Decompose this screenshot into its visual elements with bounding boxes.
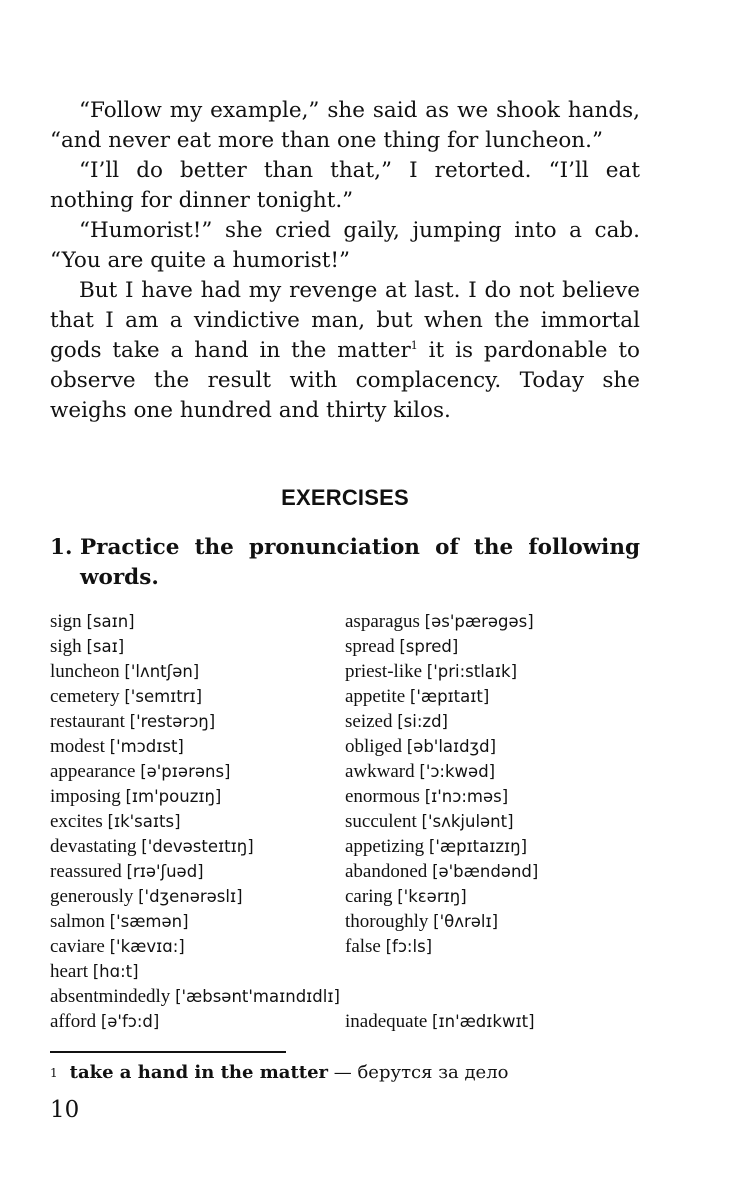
word-list [50, 609, 640, 1034]
word-entry [50, 659, 199, 684]
footnote-reference[interactable]: 1 [410, 338, 418, 352]
word-entry [345, 684, 489, 709]
word-entry [345, 734, 496, 759]
word-entry [50, 984, 340, 1009]
footnote-dash: — [328, 1062, 358, 1083]
word-entry [345, 909, 498, 934]
word: priest-like [345, 661, 423, 682]
transcription: [ə'pɪərəns] [140, 762, 231, 781]
word-entry [345, 884, 467, 909]
word-row [50, 734, 640, 759]
transcription: [ɪm'pouzɪŋ] [125, 787, 222, 806]
book-page [50, 96, 640, 1123]
transcription: ['semɪtrɪ] [124, 687, 203, 706]
word: absentmindedly [50, 986, 171, 1007]
word: luncheon [50, 661, 120, 682]
word: asparagus [345, 611, 420, 632]
transcription: [ə'bændənd] [432, 862, 539, 881]
word-entry [50, 884, 243, 909]
paragraph-text: it is pardonable to observe the result with complacency. Today she weighs one hundred and thirty kilos. [50, 338, 640, 423]
story-text [50, 96, 640, 426]
word-row [50, 984, 640, 1009]
word-entry [50, 784, 221, 809]
transcription: ['ɔ:kwəd] [419, 762, 496, 781]
word: seized [345, 711, 393, 732]
paragraph: “I’ll do better than that,” I retorted. “I’ll eat nothing for dinner tonight.” [50, 158, 640, 213]
transcription: ['æpɪtaɪt] [409, 687, 490, 706]
word-entry [345, 934, 432, 959]
word-row [50, 934, 640, 959]
word-entry [50, 634, 124, 659]
word-entry [345, 609, 534, 634]
footnote-translation: берутся за дело [357, 1062, 509, 1083]
footnote-mark: 1 [50, 1066, 58, 1080]
task-number: 1. [50, 535, 73, 560]
word: salmon [50, 911, 105, 932]
word-entry [345, 1009, 535, 1034]
transcription: ['kævɪɑ:] [109, 937, 185, 956]
word: cemetery [50, 686, 120, 707]
word: imposing [50, 786, 121, 807]
word-entry [345, 859, 538, 884]
word: devastating [50, 836, 137, 857]
word-entry [50, 1009, 159, 1034]
word-row [50, 809, 640, 834]
word-entry [345, 659, 517, 684]
page-number: 10 [50, 1097, 80, 1123]
word: appetizing [345, 836, 425, 857]
word: appetite [345, 686, 406, 707]
word-entry [50, 759, 231, 784]
word: appearance [50, 761, 136, 782]
transcription: [əs'pærəgəs] [424, 612, 534, 631]
word-row [50, 909, 640, 934]
word-entry [50, 809, 181, 834]
word-row [50, 759, 640, 784]
word: reassured [50, 861, 122, 882]
paragraph: “Follow my example,” she said as we shook hands, “and never eat more than one thing for luncheon.” [50, 98, 640, 153]
word-entry [50, 734, 184, 759]
word-entry [345, 784, 508, 809]
footnote-divider [50, 1051, 286, 1053]
word-entry [50, 684, 202, 709]
word-row [50, 959, 640, 984]
word: generously [50, 886, 134, 907]
transcription: [ə'fɔ:d] [100, 1012, 160, 1031]
word: caviare [50, 936, 105, 957]
transcription: ['devəsteɪtɪŋ] [141, 837, 254, 856]
transcription: ['θʌrəlɪ] [433, 912, 499, 931]
transcription: [saɪ] [86, 637, 125, 656]
transcription: ['lʌntʃən] [124, 662, 200, 681]
word-entry [345, 634, 458, 659]
word: obliged [345, 736, 402, 757]
word: heart [50, 961, 88, 982]
footnote [50, 1061, 640, 1085]
word-row [50, 859, 640, 884]
word: enormous [345, 786, 420, 807]
word-entry [50, 909, 189, 934]
exercises-heading: EXERCISES [281, 485, 409, 510]
transcription: ['restərɔŋ] [129, 712, 216, 731]
word-row [50, 659, 640, 684]
word: sigh [50, 636, 82, 657]
word: succulent [345, 811, 417, 832]
word-entry [345, 834, 527, 859]
word-entry [50, 709, 215, 734]
transcription: [fɔ:ls] [385, 937, 433, 956]
word: false [345, 936, 381, 957]
task-text: Practice the pronunciation of the following words. [80, 535, 640, 590]
transcription: ['sʌkjulənt] [421, 812, 514, 831]
paragraph: “Humorist!” she cried gaily, jumping into a cab. “You are quite a humorist!” [50, 218, 640, 273]
word-entry [50, 859, 204, 884]
transcription: ['pri:stlaɪk] [426, 662, 518, 681]
word: excites [50, 811, 103, 832]
transcription: [ɪ'nɔ:məs] [424, 787, 509, 806]
exercise-task [50, 533, 640, 593]
transcription: ['dʒenərəslɪ] [138, 887, 243, 906]
word-entry [345, 759, 495, 784]
word-row [50, 634, 640, 659]
word: thoroughly [345, 911, 429, 932]
transcription: [spred] [399, 637, 459, 656]
transcription: ['æpɪtaɪzɪŋ] [428, 837, 528, 856]
paragraph [50, 276, 640, 426]
transcription: [ɪn'ædɪkwɪt] [432, 1012, 535, 1031]
word-entry [50, 609, 135, 634]
word-row [50, 684, 640, 709]
word-entry [50, 959, 139, 984]
word: inadequate [345, 1011, 428, 1032]
word: modest [50, 736, 105, 757]
word: spread [345, 636, 395, 657]
word-row [50, 834, 640, 859]
transcription: [əb'laɪdʒd] [406, 737, 497, 756]
transcription: ['sæmən] [109, 912, 189, 931]
word: sign [50, 611, 82, 632]
word-row [50, 884, 640, 909]
transcription: [rɪə'ʃuəd] [126, 862, 204, 881]
word-row [50, 609, 640, 634]
transcription: [ɪk'saɪts] [107, 812, 181, 831]
word: afford [50, 1011, 97, 1032]
word-entry [50, 834, 254, 859]
word-row [50, 1009, 640, 1034]
transcription: [hɑ:t] [92, 962, 139, 981]
transcription: ['mɔdɪst] [109, 737, 184, 756]
word: restaurant [50, 711, 125, 732]
transcription: ['æbsənt'maɪndɪdlɪ] [175, 987, 340, 1006]
word: awkward [345, 761, 415, 782]
transcription: [si:zd] [397, 712, 448, 731]
transcription: [saɪn] [86, 612, 135, 631]
transcription: ['kɛərɪŋ] [397, 887, 467, 906]
word-entry [50, 934, 185, 959]
word-entry [345, 709, 448, 734]
word: abandoned [345, 861, 428, 882]
word-row [50, 784, 640, 809]
paragraph-text: But I have had my revenge at last. I do not believe that I am a vindictive man, but when the immortal gods take a hand in the matter [50, 278, 640, 363]
word-entry [345, 809, 514, 834]
word: caring [345, 886, 393, 907]
footnote-term: take a hand in the matter [69, 1062, 329, 1083]
word-row [50, 709, 640, 734]
